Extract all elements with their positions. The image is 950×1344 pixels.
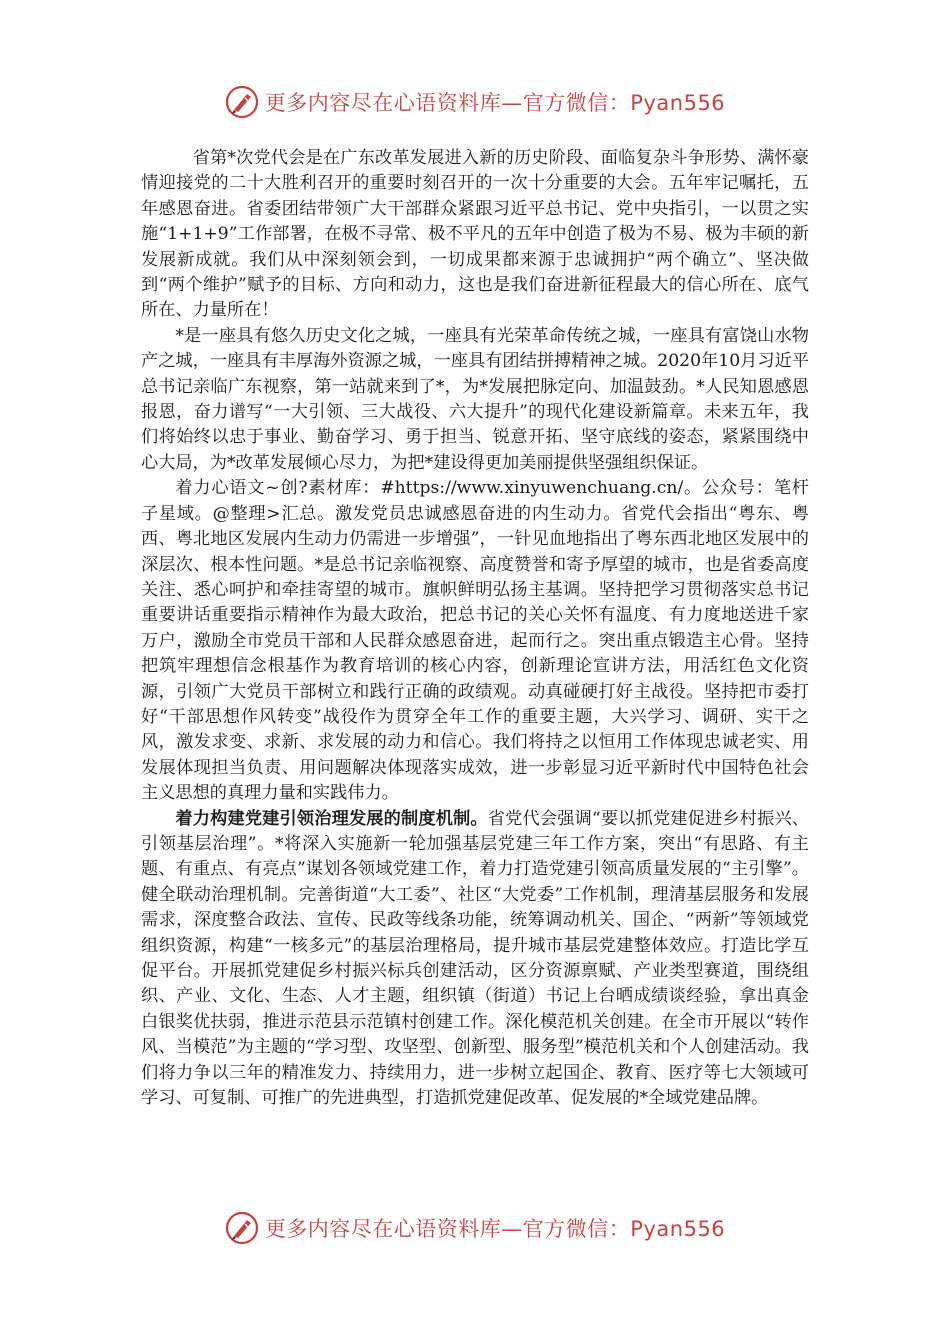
paragraph (141, 324, 809, 476)
header-banner (0, 80, 950, 124)
banner-text: 更多内容尽在心语资料库—官方微信：Pyan556 (264, 1217, 726, 1241)
paragraph (141, 476, 809, 806)
footer-banner (0, 1206, 950, 1250)
paragraph-heading: 着力构建党建引领治理发展的制度机制。 (175, 808, 488, 829)
paragraph-text: 省党代会强调“要以抓党建促进乡村振兴、引领基层治理”。*将深入实施新一轮加强基层党建三年工作方案，突出“有思路、有主题、有重点、有亮点”谋划各领域党建工作，着力打造党建引领高质量发展的“主引擎”。健全联动治理机制。完善街道“大工委”、社区“大党委”工作机制，理清基层服务和发展需求，深度整合政法、宣传、民政等线条功能，统筹调动机关、国企、“两新”等领域党组织资源，构建“一核多元”的基层治理格局，提升城市基层党建整体效应。打造比学互促平台。开展抓党建促乡村振兴标兵创建活动，区分资源禀赋、产业类型赛道，围绕组织、产业、文化、生态、人才主题，组织镇（街道）书记上台晒成绩谈经验，拿出真金白银奖优扶弱，推进示范县示范镇村创建工作。深化模范机关创建。在全市开展以“转作风、当模范”为主题的“学习型、攻坚型、创新型、服务型”模范机关和个人创建活动。我们将力争以三年的精准发力、持续用力，进一步树立起国企、教育、医疗等七大领域可学习、可复制、可推广的先进典型，打造抓党建促改革、促发展的*全域党建品牌。 (141, 808, 809, 1109)
paragraph (141, 146, 809, 324)
paragraph-text: 着力心语文~创?素材库：#https://www.xinyuwenchuang.cn/。公众号：笔杆子星域。@整理>汇总。激发党员忠诚感恩奋进的内生动力。省党代会指出“粤东、粤西、粤北地区发展内生动力仍需进一步增强”，一针见血地指出了粤东西北地区发展中的深层次、根本性问题。*是总书记亲临视察、高度赞誉和寄予厚望的城市，也是省委高度关注、悉心呵护和牵挂寄望的城市。旗帜鲜明弘扬主基调。坚持把学习贯彻落实总书记重要讲话重要指示精神作为最大政治，把总书记的关心关怀有温度、有力度地送进千家万户，激励全市党员干部和人民群众感恩奋进，起而行之。突出重点锻造主心骨。坚持把筑牢理想信念根基作为教育培训的核心内容，创新理论宣讲方法，用活红色文化资源，引领广大党员干部树立和践行正确的政绩观。动真碰硬打好主战役。坚持把市委打好“干部思想作风转变”战役作为贯穿全年工作的重要主题，大兴学习、调研、实干之风，激发求变、求新、求发展的动力和信心。我们将持之以恒用工作体现忠诚老实、用发展体现担当负责、用问题解决体现落实成效，进一步彰显习近平新时代中国特色社会主义思想的真理力量和实践伟力。 (141, 478, 809, 804)
banner-text: 更多内容尽在心语资料库—官方微信：Pyan556 (264, 91, 726, 115)
paragraph (141, 807, 809, 1112)
paragraph-text: 省第*次党代会是在广东改革发展进入新的历史阶段、面临复杂斗争形势、满怀豪情迎接党的二十大胜利召开的重要时刻召开的一次十分重要的大会。五年牢记嘱托，五年感恩奋进。省委团结带领广大干部群众紧跟习近平总书记、党中央指引，一以贯之实施“1+1+9”工作部署，在极不寻常、极不平凡的五年中创造了极为不易、极为丰硕的新发展新成就。我们从中深刻领会到，一切成果都来源于忠诚拥护“两个确立”、坚决做到“两个维护”赋予的目标、方向和动力，这也是我们奋进新征程最大的信心所在、底气所在、力量所在！ (141, 148, 809, 321)
pen-logo-icon (225, 1211, 259, 1245)
pen-logo-icon (225, 85, 259, 119)
paragraph-text: *是一座具有悠久历史文化之城，一座具有光荣革命传统之城，一座具有富饶山水物产之城，一座具有丰厚海外资源之城，一座具有团结拼搏精神之城。2020年10月习近平总书记亲临广东视察，第一站就来到了*，为*发展把脉定向、加温鼓劲。*人民知恩感恩报恩，奋力谱写“一大引领、三大战役、六大提升”的现代化建设新篇章。未来五年，我们将始终以忠于事业、勤奋学习、勇于担当、锐意开拓、坚守底线的姿态，紧紧围绕中心大局，为*改革发展倾心尽力，为把*建设得更加美丽提供坚强组织保证。 (141, 325, 809, 473)
document-body (141, 146, 809, 1111)
